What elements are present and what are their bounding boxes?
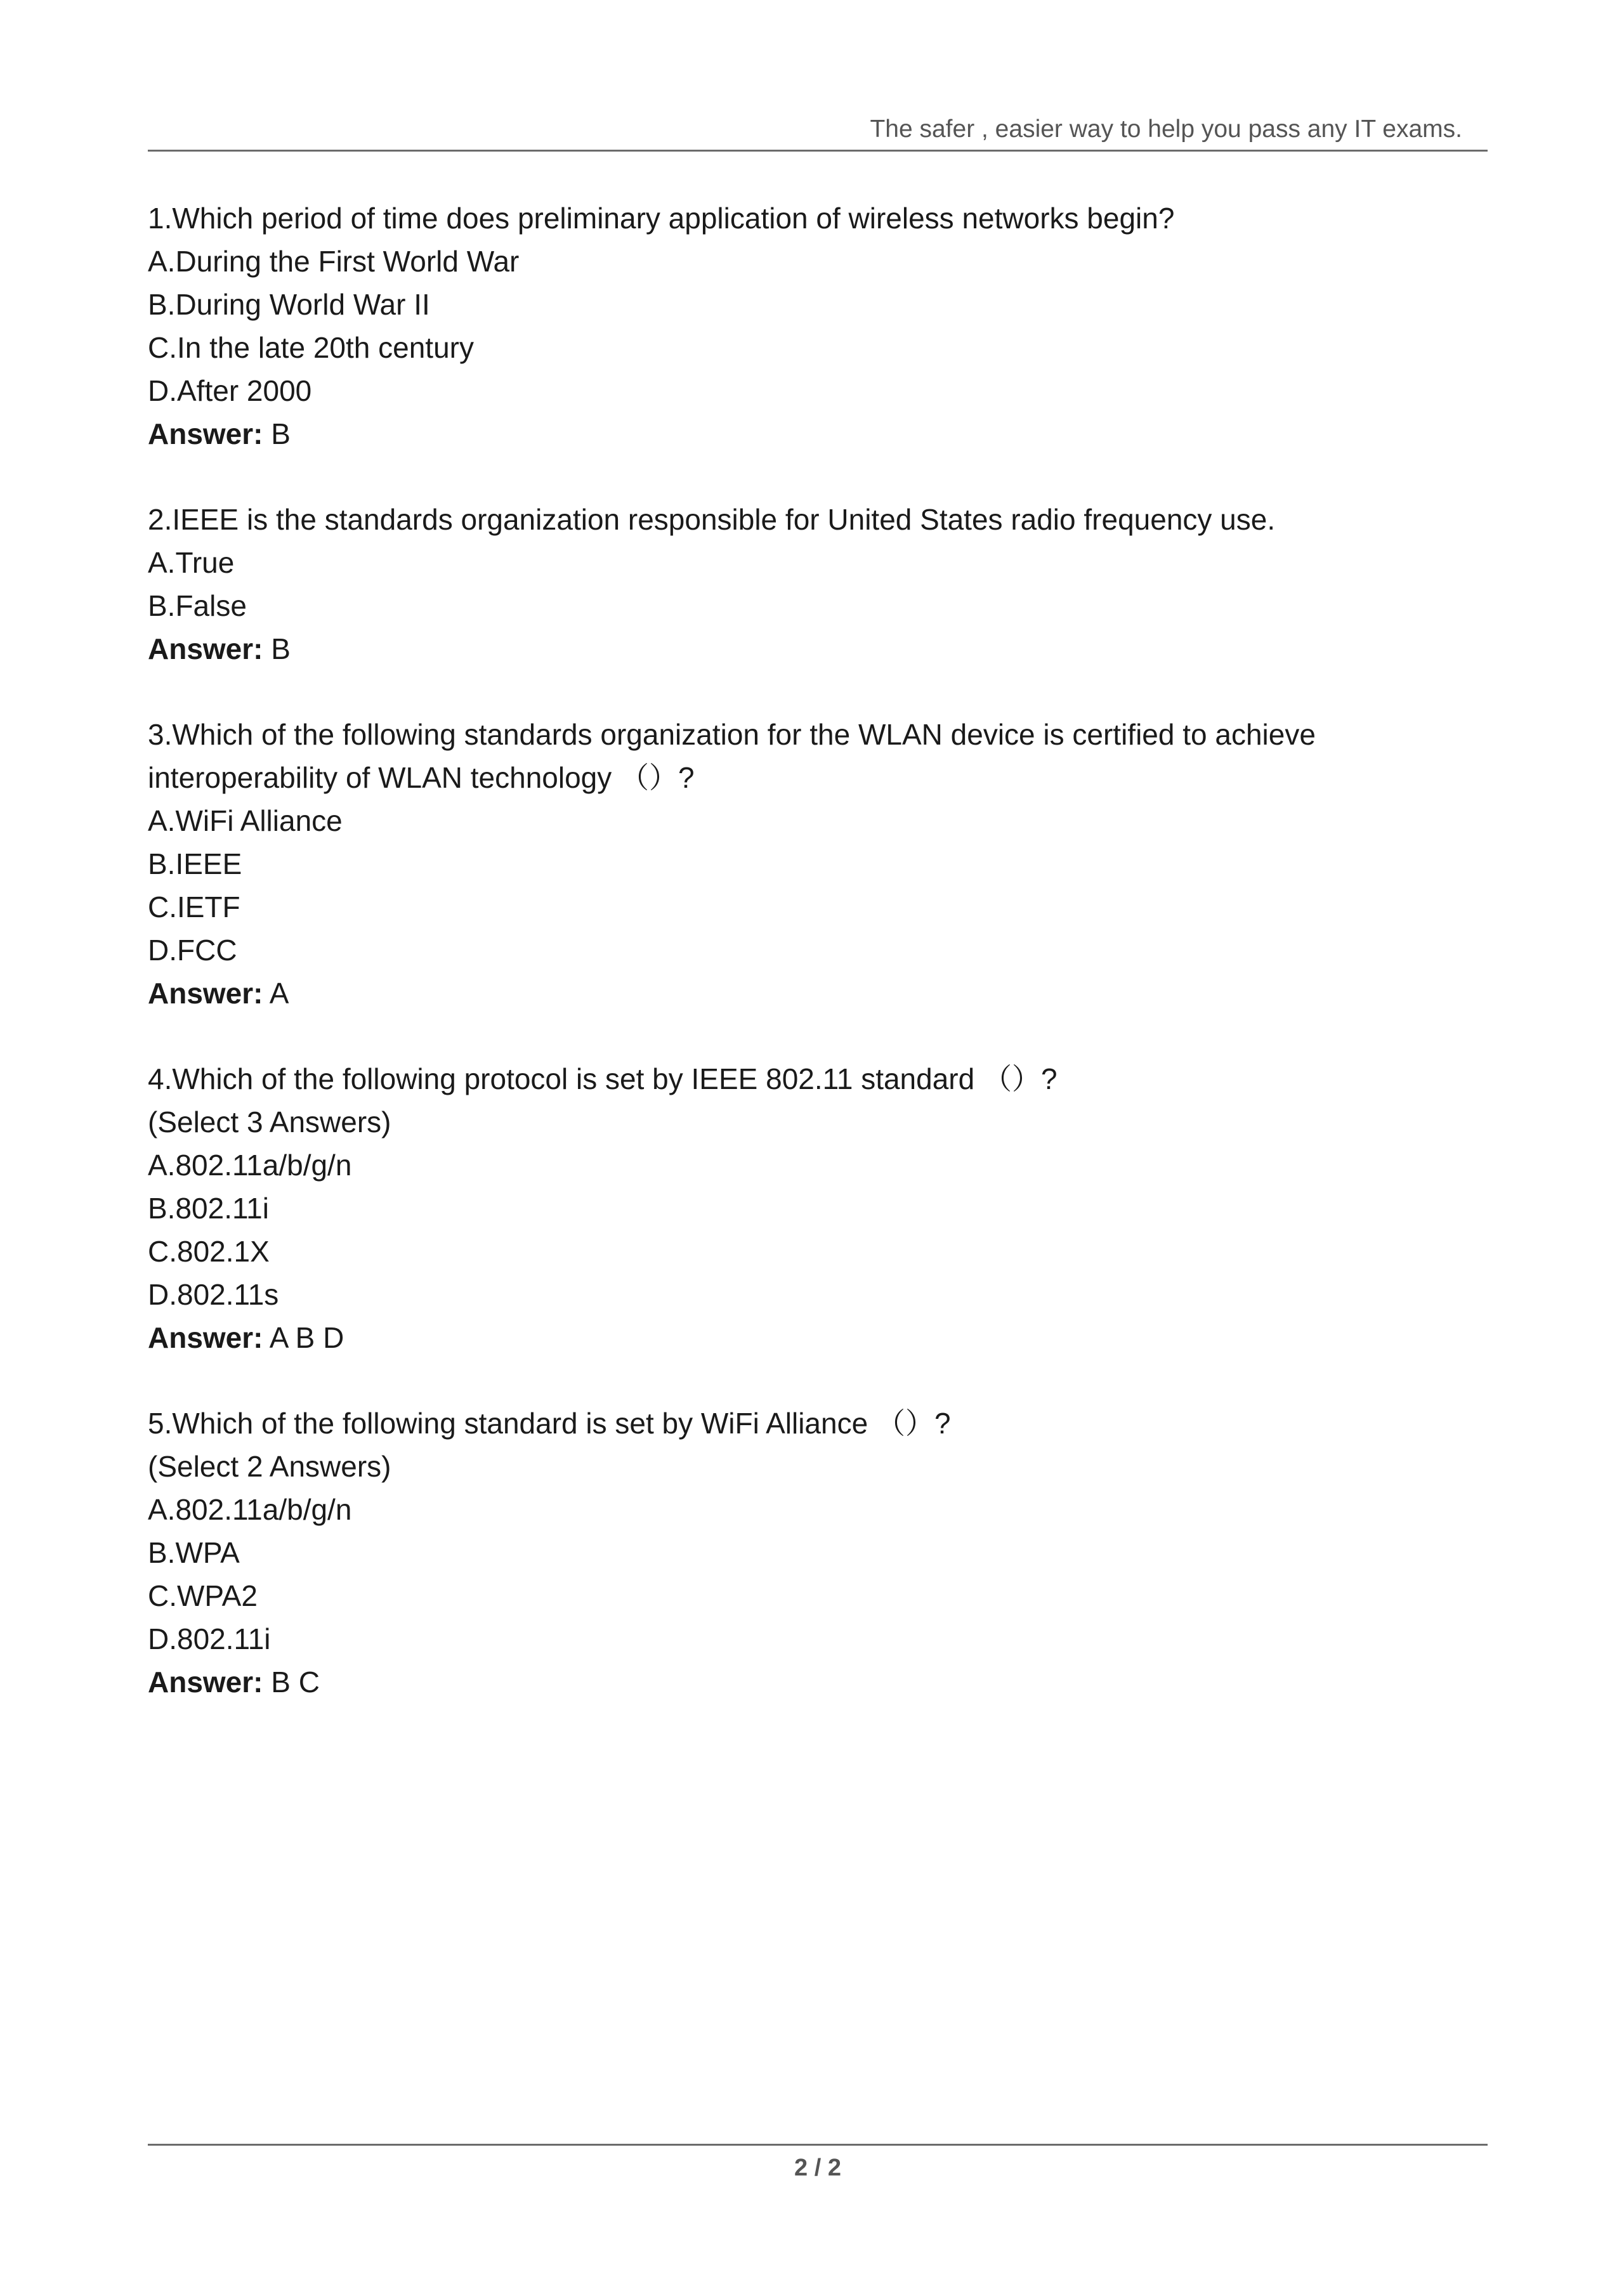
answer-option: D.802.11s (148, 1278, 279, 1311)
answer-option: C.In the late 20th century (148, 331, 474, 364)
question-3 (148, 713, 1488, 1015)
page-number: 2 / 2 (794, 2155, 841, 2181)
answer-value: B (271, 632, 291, 665)
question-stem: 1.Which period of time does preliminary application of wireless networks begin? (148, 202, 1175, 235)
answer-label: Answer: (148, 1321, 263, 1354)
answer-line (148, 972, 1488, 1015)
answer-option: B.During World War II (148, 288, 430, 321)
answer-option: A.During the First World War (148, 245, 520, 278)
answer-label: Answer: (148, 977, 263, 1010)
answer-option: A.802.11a/b/g/n (148, 1493, 352, 1526)
question-2 (148, 498, 1488, 670)
page-header (148, 112, 1488, 152)
answer-label: Answer: (148, 417, 263, 450)
answer-option: B.False (148, 589, 247, 622)
answer-label: Answer: (148, 1666, 263, 1699)
question-note: (Select 2 Answers) (148, 1450, 391, 1483)
answer-option: B.IEEE (148, 847, 242, 880)
answer-option: C.802.1X (148, 1235, 270, 1268)
question-stem: 4.Which of the following protocol is set by IEEE 802.11 standard （）? (148, 1062, 1058, 1095)
answer-option: A.True (148, 546, 235, 579)
question-note: (Select 3 Answers) (148, 1106, 391, 1138)
answer-option: D.FCC (148, 934, 237, 967)
answer-option: C.WPA2 (148, 1579, 258, 1612)
answer-option: B.WPA (148, 1536, 240, 1569)
question-4 (148, 1057, 1488, 1359)
answer-line (148, 1316, 1488, 1359)
answer-value: B C (271, 1666, 320, 1699)
answer-value: B (271, 417, 291, 450)
question-list (148, 197, 1488, 1746)
answer-line (148, 1660, 1488, 1704)
question-stem: 3.Which of the following standards organization for the WLAN device is certified to achieve interoperability of WLAN technology （）? (148, 718, 1316, 794)
answer-line (148, 412, 1488, 455)
answer-option: D.After 2000 (148, 374, 312, 407)
answer-line (148, 627, 1488, 670)
answer-label: Answer: (148, 632, 263, 665)
question-stem: 5.Which of the following standard is set by WiFi Alliance （）? (148, 1407, 951, 1440)
page-footer (148, 2144, 1488, 2182)
answer-value: A B D (269, 1321, 344, 1354)
header-tagline: The safer , easier way to help you pass any IT exams. (870, 115, 1462, 143)
question-stem: 2.IEEE is the standards organization responsible for United States radio frequency use. (148, 503, 1276, 536)
answer-option: A.802.11a/b/g/n (148, 1149, 352, 1182)
answer-value: A (269, 977, 289, 1010)
question-5 (148, 1402, 1488, 1704)
answer-option: B.802.11i (148, 1192, 269, 1225)
answer-option: C.IETF (148, 890, 240, 923)
answer-option: A.WiFi Alliance (148, 804, 343, 837)
question-1 (148, 197, 1488, 455)
answer-option: D.802.11i (148, 1622, 271, 1655)
